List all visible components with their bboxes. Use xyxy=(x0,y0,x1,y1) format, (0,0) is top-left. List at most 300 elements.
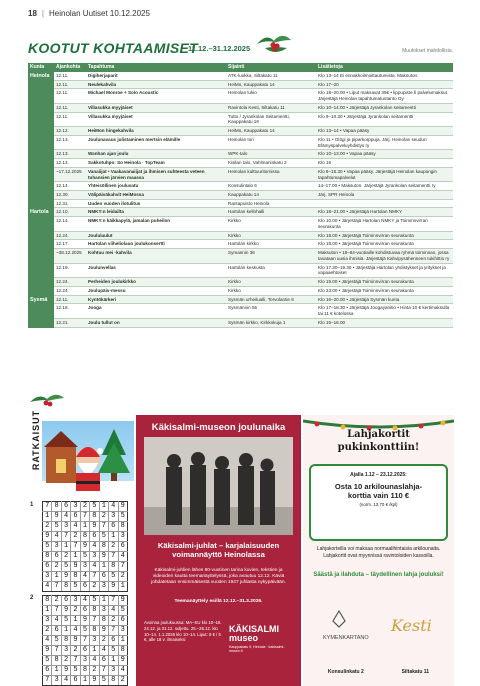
sudoku-cell: 2 xyxy=(109,542,118,552)
event-name-cell: Wanhan ajan joulu xyxy=(86,150,226,159)
location-cell: Kirkko xyxy=(226,217,316,231)
municipality-cell: Hartola xyxy=(28,208,54,295)
date-cell: 12.30. xyxy=(54,191,86,200)
sudoku-cell: 9 xyxy=(99,552,108,562)
date-cell: 12.11. xyxy=(54,112,86,126)
sudoku-cell: 3 xyxy=(99,606,108,616)
sudoku-cell: 5 xyxy=(90,596,99,606)
museum-logo: KÄKISALMI museo Kauppakatu 9, Heinola · kakisalmi-museo.fi xyxy=(229,624,285,653)
holly-divider-icon xyxy=(28,392,68,410)
sudoku-cell: 9 xyxy=(80,616,89,626)
museum-ad-title: Käkisalmi-museon joulunaika xyxy=(151,422,286,433)
sudoku-cell: 5 xyxy=(90,502,99,512)
sudoku-cell: 7 xyxy=(61,532,70,542)
table-row xyxy=(28,182,453,191)
location-cell: Heinolan tori xyxy=(226,135,316,149)
table-row xyxy=(28,191,453,200)
santa-illustration xyxy=(42,421,134,499)
sudoku-row xyxy=(43,512,128,522)
address-left: Konsulinkatu 2 xyxy=(327,669,364,675)
sudoku-cell: 7 xyxy=(71,542,80,552)
sudoku-cell: 6 xyxy=(109,636,118,646)
paper-name-date: Heinolan Uutiset 10.12.2025 xyxy=(48,9,150,18)
sudoku-cell: 5 xyxy=(118,606,128,616)
sudoku-cell: 9 xyxy=(80,542,89,552)
gift-offer-box xyxy=(309,464,448,541)
sudoku-cell: 4 xyxy=(80,572,89,582)
sudoku-cell: 4 xyxy=(61,676,70,686)
sudoku-cell: 3 xyxy=(52,542,61,552)
location-cell: Kirkko xyxy=(226,286,316,295)
sudoku-row xyxy=(43,616,128,626)
sudoku-cell: 9 xyxy=(99,626,108,636)
sudoku-cell: 2 xyxy=(71,532,80,542)
event-name-cell: NMKY:n leidailta xyxy=(86,208,226,217)
sudoku-cell: 2 xyxy=(52,596,61,606)
event-name-cell: Yhteisöllinen joulusatu xyxy=(86,182,226,191)
sudoku-cell: 9 xyxy=(118,596,128,606)
sudoku-cell: 4 xyxy=(99,646,108,656)
info-cell: Klo 9–10.30 • Järjestäjä Jyrankolan seitamentti xyxy=(316,112,453,126)
info-cell: Klo 16–20.00 • Järjestäjä Sysmän kunta xyxy=(316,295,453,304)
municipality-cell: Sysmä xyxy=(28,295,54,327)
sudoku-cell: 8 xyxy=(80,532,89,542)
sudoku-cell: 7 xyxy=(109,626,118,636)
date-cell: 12.13. xyxy=(54,159,86,168)
info-cell: Klo 18–21.00 • Järjestäjä Hartolan NMKY xyxy=(316,208,453,217)
sudoku-cell: 4 xyxy=(118,666,128,676)
restaurant-logos-icon xyxy=(309,605,448,649)
info-cell: Klo 13–14 • Vapaa pääsy xyxy=(316,127,453,136)
sudoku-cell: 8 xyxy=(90,606,99,616)
sudoku-cell: 9 xyxy=(118,656,128,666)
table-row xyxy=(28,217,453,231)
sudoku-cell: 7 xyxy=(90,616,99,626)
sudoku-cell: 5 xyxy=(71,666,80,676)
info-cell: Klo 18.00 • Järjestäjä Toiminnvirran seurakunta xyxy=(316,231,453,240)
sudoku-cell: 6 xyxy=(43,562,52,572)
christmas-scene-icon xyxy=(42,421,134,499)
sudoku-cell: 3 xyxy=(109,512,118,522)
sudoku-cell: 8 xyxy=(118,522,128,532)
event-name-cell: Kohtuu mei -kahvila xyxy=(86,249,226,263)
event-name-cell: Villasukka myyjäiset xyxy=(86,103,226,112)
table-row xyxy=(28,199,453,208)
event-name-cell: Michael Monroe + Solo Acoustic xyxy=(86,89,226,103)
info-cell: Klo 17.30–19.30 • Järjestäjä Hartolan yhdistykset ja yritykset ja vapaaehtoiset xyxy=(316,263,453,277)
gift-ad-addresses xyxy=(309,669,448,675)
table-row xyxy=(28,112,453,126)
event-name-cell: Digiherjaparit xyxy=(86,72,226,80)
sudoku-solution-2 xyxy=(42,595,128,686)
date-cell: 12.13. xyxy=(54,150,86,159)
date-cell: 12.24. xyxy=(54,231,86,240)
sudoku-cell: 6 xyxy=(71,512,80,522)
sudoku-cell: 4 xyxy=(118,552,128,562)
sudoku-cell: 8 xyxy=(43,552,52,562)
sudoku-cell: 6 xyxy=(80,606,89,616)
holly-icon xyxy=(253,30,295,58)
sudoku-cell: 9 xyxy=(61,666,70,676)
date-cell: 12.12. xyxy=(54,127,86,136)
sudoku-cell: 8 xyxy=(109,676,118,686)
sudoku-cell: 6 xyxy=(71,676,80,686)
date-cell: 12.19. xyxy=(54,263,86,277)
sudoku-cell: 4 xyxy=(71,522,80,532)
location-cell: ATK-luokka, Siltakatu 11 xyxy=(226,72,316,80)
column-header: Kunta xyxy=(28,63,54,72)
table-row xyxy=(28,240,453,249)
sudoku-cell: 8 xyxy=(109,562,118,572)
sudoku-cell: 2 xyxy=(61,656,70,666)
info-cell: Klo 10–13.00 • Vapaa pääsy xyxy=(316,150,453,159)
sudoku-cell: 4 xyxy=(90,562,99,572)
info-cell: Klo 18–20.00 • Liput maksavat 35€ • lippupiste.fi palvelumaksut. Järjestäjä Heinolan tapahtumatuotanto Oy xyxy=(316,89,453,103)
location-cell: HeiMo, Kauppakatu 14 xyxy=(226,80,316,89)
sudoku-cell: 7 xyxy=(80,636,89,646)
group-photo-icon xyxy=(144,437,293,535)
info-cell: Klo 15–16.00 xyxy=(316,318,453,327)
sudoku-cell: 2 xyxy=(99,512,108,522)
sudoku-cell: 8 xyxy=(118,646,128,656)
sudoku-cell: 8 xyxy=(43,596,52,606)
sudoku-cell: 8 xyxy=(52,502,61,512)
table-row xyxy=(28,318,453,327)
sudoku-cell: 1 xyxy=(118,636,128,646)
location-cell: Rantapuisto Heinola xyxy=(226,199,316,208)
column-header: Lisätietoja xyxy=(316,63,453,72)
sudoku-cell: 5 xyxy=(61,616,70,626)
sudoku-cell: 8 xyxy=(90,512,99,522)
location-cell: Hartolan kellohalli xyxy=(226,208,316,217)
sudoku-cell: 1 xyxy=(109,532,118,542)
sudoku-cell: 6 xyxy=(109,522,118,532)
sudoku-cell: 7 xyxy=(118,562,128,572)
table-row xyxy=(28,127,453,136)
sudoku-cell: 9 xyxy=(109,582,118,592)
sudoku-cell: 4 xyxy=(71,626,80,636)
gift-offer-line-2: korttia vain 110 € xyxy=(347,491,410,500)
sudoku-cell: 4 xyxy=(80,596,89,606)
sudoku-row xyxy=(43,562,128,572)
event-name-cell: Villasukka myyjäiset xyxy=(86,112,226,126)
location-cell: Ravintola Kesti, Siltakatu 11 xyxy=(226,103,316,112)
table-row xyxy=(28,103,453,112)
sudoku-cell: 9 xyxy=(43,532,52,542)
table-header-row xyxy=(28,63,453,72)
date-cell: 12.11. xyxy=(54,89,86,103)
info-cell: Klo 17–20 xyxy=(316,80,453,89)
section-title: KOOTUT KOHTAAMISET xyxy=(28,40,199,56)
table-row xyxy=(28,89,453,103)
info-cell: Klo 15.00 • Järjestäjä Toiminnvirran seurakunta xyxy=(316,278,453,287)
date-cell: 12.11. xyxy=(54,295,86,304)
sudoku-cell: 1 xyxy=(90,646,99,656)
sudoku-cell: 3 xyxy=(118,626,128,636)
sudoku-cell: 2 xyxy=(43,522,52,532)
sudoku-cell: 6 xyxy=(99,572,108,582)
date-cell: 12.14. xyxy=(54,182,86,191)
sudoku-cell: 1 xyxy=(80,676,89,686)
sudoku-2-number: 2 xyxy=(30,595,34,601)
gift-ad-body: Lahjakorteilla voi maksaa normaalihintaisia arkilounaita. Lahjakortit ovat myynnissä ravintoloiden kassoilla. xyxy=(316,546,441,559)
table-row xyxy=(28,295,453,304)
location-cell: Hartolan keskusta xyxy=(226,263,316,277)
puzzle-solutions xyxy=(26,409,134,686)
sudoku-cell: 5 xyxy=(43,656,52,666)
sudoku-cell: 1 xyxy=(61,542,70,552)
sudoku-cell: 3 xyxy=(90,552,99,562)
sudoku-cell: 7 xyxy=(90,572,99,582)
info-cell: Klo 8–15.30 • Vapaa pääsy. Järjestäjä Heinolan kaupungin tapahtumapalvelut xyxy=(316,167,453,181)
sudoku-cell: 2 xyxy=(71,646,80,656)
sudoku-cell: 8 xyxy=(99,542,108,552)
info-cell: Klo 18.00 • Järjestäjä Toiminnvirran seurakunta xyxy=(316,240,453,249)
sudoku-row xyxy=(43,532,128,542)
museum-ad-hours: Avoinna joulukuussa: MA–SU klo 10–16. 24.12. ja 31.12. suljettu. 25.–26.12. klo 10–14. 1.1.2026 klo 10–14. Liput: 8 € / 5 €, alle 18 v. ilmaiseksi xyxy=(144,620,222,643)
sudoku-cell: 2 xyxy=(52,562,61,572)
table-row xyxy=(28,263,453,277)
date-cell: 12.10. xyxy=(54,208,86,217)
column-header: Ajankohta xyxy=(54,63,86,72)
sudoku-cell: 4 xyxy=(52,532,61,542)
events-table xyxy=(28,63,453,328)
sudoku-cell: 3 xyxy=(61,646,70,656)
date-cell: ~17.12.2025 xyxy=(54,167,86,181)
sudoku-cell: 3 xyxy=(71,502,80,512)
sudoku-cell: 1 xyxy=(43,512,52,522)
column-header: Sijainti xyxy=(226,63,316,72)
sudoku-row xyxy=(43,552,128,562)
museum-ad-headline: Käkisalmi-juhlat – karjalaisuuden voimannäyttö Heinolassa xyxy=(157,541,280,559)
sudoku-cell: 2 xyxy=(90,582,99,592)
date-cell: 12.24. xyxy=(54,278,86,287)
table-row xyxy=(28,80,453,89)
sudoku-cell: 4 xyxy=(90,656,99,666)
sudoku-row xyxy=(43,542,128,552)
solutions-label: RATKAISUT xyxy=(31,409,42,471)
gift-ad-headline-2: pukinkonttiin! xyxy=(337,442,420,453)
sudoku-cell: 8 xyxy=(90,626,99,636)
gift-ad-cta: Säästä ja ilahduta – täydellinen lahja jouluksi! xyxy=(313,572,444,578)
sudoku-cell: 8 xyxy=(80,666,89,676)
sudoku-cell: 7 xyxy=(109,552,118,562)
sudoku-cell: 5 xyxy=(61,562,70,572)
event-name-cell: Joulunvellas xyxy=(86,263,226,277)
sudoku-cell: 6 xyxy=(80,646,89,656)
sudoku-cell: 5 xyxy=(80,552,89,562)
sudoku-cell: 6 xyxy=(61,596,70,606)
sudoku-cell: 4 xyxy=(90,542,99,552)
info-cell: Klo 23.00 • Järjestäjä Toiminnvirran seurakunta xyxy=(316,286,453,295)
sudoku-cell: 6 xyxy=(99,656,108,666)
event-name-cell: Joulunavaus julistaminen mertsin elämille xyxy=(86,135,226,149)
sudoku-cell: 7 xyxy=(43,502,52,512)
info-cell: Klo 16 xyxy=(316,159,453,168)
sudoku-cell: 6 xyxy=(118,542,128,552)
sudoku-cell: 1 xyxy=(52,666,61,676)
sudoku-cell: 3 xyxy=(52,676,61,686)
sudoku-cell: 9 xyxy=(43,646,52,656)
table-row xyxy=(28,286,453,295)
sudoku-cell: 9 xyxy=(90,676,99,686)
gift-offer-note: (norm. 13,70 € /kpl) xyxy=(359,502,398,507)
location-cell: Kisilan talo, Vahlmaninkatu 2 xyxy=(226,159,316,168)
municipality-cell: Heinola xyxy=(28,72,54,208)
sudoku-cell: 5 xyxy=(118,512,128,522)
table-row xyxy=(28,249,453,263)
sudoku-cell: 5 xyxy=(52,522,61,532)
sudoku-cell: 5 xyxy=(80,626,89,636)
page-header xyxy=(28,9,150,18)
location-cell: Hartolan kirkko xyxy=(226,240,316,249)
sudoku-cell: 1 xyxy=(99,562,108,572)
sudoku-row xyxy=(43,522,128,532)
location-cell: HeiMo, Kauppakatu 14 xyxy=(226,127,316,136)
event-name-cell: Joulu tullut on xyxy=(86,318,226,327)
table-row xyxy=(28,208,453,217)
sudoku-cell: 4 xyxy=(43,582,52,592)
sudoku-cell: 2 xyxy=(99,636,108,646)
table-row xyxy=(28,135,453,149)
sudoku-cell: 2 xyxy=(43,626,52,636)
table-row xyxy=(28,304,453,318)
date-cell: 12.11. xyxy=(54,72,86,80)
event-name-cell: Sakkotuhpo: So Heinola · TopTeam xyxy=(86,159,226,168)
sudoku-cell: 7 xyxy=(109,596,118,606)
date-cell: 12.21. xyxy=(54,318,86,327)
sudoku-row xyxy=(43,626,128,636)
location-cell: Kirkko xyxy=(226,278,316,287)
sudoku-cell: 3 xyxy=(61,522,70,532)
table-row xyxy=(28,278,453,287)
location-cell: Symannin 36 xyxy=(226,249,316,263)
event-name-cell: Kyntökärkeri xyxy=(86,295,226,304)
event-name-cell: HeiMon hingekahvila xyxy=(86,127,226,136)
sudoku-cell: 7 xyxy=(71,656,80,666)
location-cell: Sysmännin 55 xyxy=(226,304,316,318)
sudoku-cell: 7 xyxy=(52,646,61,656)
sudoku-cell: 1 xyxy=(109,656,118,666)
sudoku-cell: 9 xyxy=(71,562,80,572)
sudoku-cell: 9 xyxy=(61,572,70,582)
sudoku-cell: 5 xyxy=(109,646,118,656)
sudoku-cell: 2 xyxy=(80,502,89,512)
sudoku-cell: 5 xyxy=(99,676,108,686)
date-cell: ~38.12.2025 xyxy=(54,249,86,263)
date-cell: 12.31. xyxy=(54,199,86,208)
location-cell: Konsulintalo 6 xyxy=(226,182,316,191)
sudoku-cell: 6 xyxy=(118,616,128,626)
sudoku-cell: 6 xyxy=(43,666,52,676)
sudoku-cell: 9 xyxy=(52,512,61,522)
sudoku-cell: 1 xyxy=(80,522,89,532)
location-cell: Sysmän kirkko, Kirkkokuja 1 xyxy=(226,318,316,327)
location-cell: Kauppakatu 14 xyxy=(226,191,316,200)
date-cell: 12.18. xyxy=(54,304,86,318)
date-cell: 12.13. xyxy=(54,135,86,149)
date-cell: 12.17. xyxy=(54,240,86,249)
info-cell: 14–17.00 • Maksuton. Järjestäjä Jyrankolan seitamentti ry xyxy=(316,182,453,191)
info-cell: Klo 13–14 Ei ennakkoilmoittautumista. Maksuton. xyxy=(316,72,453,80)
sudoku-cell: 2 xyxy=(118,676,128,686)
sudoku-cell: 3 xyxy=(43,572,52,582)
gift-card-ad xyxy=(303,415,454,686)
sudoku-cell: 8 xyxy=(99,616,108,626)
sudoku-cell: 8 xyxy=(71,572,80,582)
date-cell: 12.11. xyxy=(54,103,86,112)
event-name-cell: Vanaiijat • Vaakavanaiijat ja ihmisen suhteesta veteen tuhansien järvien maassa xyxy=(86,167,226,181)
sudoku-row xyxy=(43,666,128,676)
logo-right-text: Kesti xyxy=(391,616,432,635)
info-cell xyxy=(316,199,453,208)
sudoku-cell: 3 xyxy=(99,582,108,592)
sudoku-cell: 9 xyxy=(61,606,70,616)
event-name-cell: Joululaulut xyxy=(86,231,226,240)
sudoku-cell: 1 xyxy=(61,626,70,636)
sudoku-cell: 3 xyxy=(43,616,52,626)
location-cell: Kirkko xyxy=(226,231,316,240)
sudoku-cell: 8 xyxy=(61,636,70,646)
sudoku-cell: 6 xyxy=(52,552,61,562)
sudoku-cell: 1 xyxy=(99,502,108,512)
info-cell: Klo 10.00 • Järjestäjä Hartolan NMKY ja Toiminnvirran seurakunta xyxy=(316,217,453,231)
event-name-cell: Hartolan viiheliolauo joulukonsertti xyxy=(86,240,226,249)
gift-offer-dates: Ajalla 1.12 – 23.12.2025: xyxy=(350,472,407,478)
sudoku-cell: 5 xyxy=(71,582,80,592)
location-cell: WPK-talo xyxy=(226,150,316,159)
sudoku-row xyxy=(43,572,128,582)
sudoku-row xyxy=(43,596,128,606)
sudoku-row xyxy=(43,676,128,686)
event-name-cell: Välipäiväkahvit HeiMossa xyxy=(86,191,226,200)
sudoku-cell: 2 xyxy=(71,606,80,616)
sudoku-solution-1 xyxy=(42,501,128,592)
location-cell: Tutto / Jyrankolan Seitamentti, Kauppakatu 16 xyxy=(226,112,316,126)
sudoku-cell: 4 xyxy=(43,636,52,646)
sudoku-cell: 3 xyxy=(90,636,99,646)
table-row xyxy=(28,159,453,168)
sudoku-row xyxy=(43,646,128,656)
sudoku-cell: 7 xyxy=(52,606,61,616)
event-name-cell: Perheiden joulukirkko xyxy=(86,278,226,287)
sudoku-row xyxy=(43,636,128,646)
sudoku-cell: 1 xyxy=(43,606,52,616)
sudoku-cell: 3 xyxy=(118,532,128,542)
events-table-body xyxy=(28,72,453,327)
date-cell: 12.14. xyxy=(54,217,86,231)
sudoku-cell: 2 xyxy=(90,666,99,676)
sudoku-cell: 1 xyxy=(118,582,128,592)
sudoku-cell: 3 xyxy=(80,656,89,666)
event-name-cell: Joulupäiv-messu xyxy=(86,286,226,295)
sudoku-cell: 8 xyxy=(52,656,61,666)
sudoku-cell: 9 xyxy=(71,636,80,646)
sudoku-cell: 5 xyxy=(99,532,108,542)
location-cell: Heinolan lukio xyxy=(226,89,316,103)
sudoku-row xyxy=(43,606,128,616)
sudoku-1-number: 1 xyxy=(30,502,34,508)
sudoku-cell: 4 xyxy=(52,616,61,626)
sudoku-cell: 7 xyxy=(99,522,108,532)
info-cell: Klo 11 • Glögi ja piparkorppuja. Järj. Heinolan seudun Elämyspalveluyhdistys ry xyxy=(316,135,453,149)
table-row xyxy=(28,167,453,181)
column-header: Tapahtuma xyxy=(86,63,226,72)
info-cell: Klo 17–18.30 • Järjestäjä Joogayanitio • Hinta 10 € kertimaksulla tai 11 € kotelossa xyxy=(316,304,453,318)
date-cell: 12.11. xyxy=(54,80,86,89)
sudoku-cell: 1 xyxy=(71,552,80,562)
header-separator: | xyxy=(41,9,44,18)
